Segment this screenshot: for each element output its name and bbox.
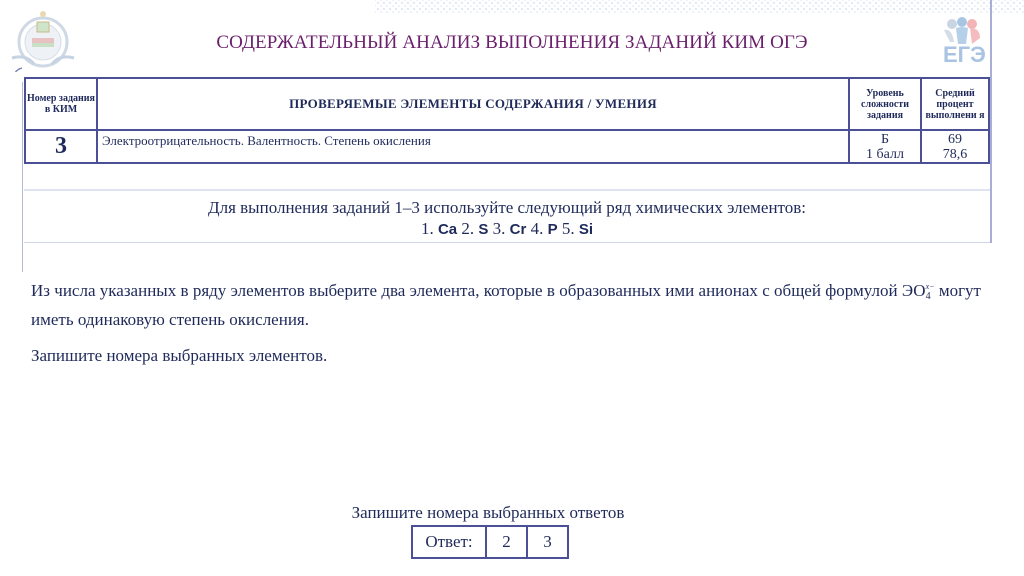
answer-cell[interactable]: 2 bbox=[486, 526, 527, 558]
element-number: 1. bbox=[420, 219, 434, 238]
level-points: 1 балл bbox=[866, 146, 904, 162]
answer-caption: Запишите номера выбранных ответов bbox=[351, 503, 625, 522]
formula-superscript: x− bbox=[925, 282, 935, 291]
intro-text: Для выполнения заданий 1–3 используйте следующий ряд химических элементов: bbox=[208, 198, 806, 217]
answer-table bbox=[411, 525, 569, 559]
question-text bbox=[31, 275, 981, 331]
element-symbol: Cr bbox=[509, 221, 527, 238]
element-number: 3. bbox=[492, 219, 506, 238]
task-topic: Электроотрицательность. Валентность. Степень окисления bbox=[97, 130, 849, 163]
table-header-row bbox=[25, 78, 989, 130]
question-instruction: Запишите номера выбранных элементов. bbox=[31, 346, 328, 365]
ege-logo-text: ЕГЭ bbox=[943, 42, 986, 67]
elements-intro bbox=[24, 191, 990, 243]
element-number: 5. bbox=[561, 219, 575, 238]
percent-value-1: 69 bbox=[948, 131, 962, 147]
spacer-row bbox=[24, 163, 990, 191]
column-header-elements: ПРОВЕРЯЕМЫЕ ЭЛЕМЕНТЫ СОДЕРЖАНИЯ / УМЕНИЯ bbox=[97, 78, 849, 130]
element-symbol: S bbox=[478, 221, 489, 238]
element-symbol: Ca bbox=[437, 221, 458, 238]
table-row bbox=[25, 130, 989, 163]
decorative-pattern bbox=[375, 0, 1024, 13]
difficulty-level bbox=[849, 130, 921, 163]
column-header-number: Номер задания в КИМ bbox=[25, 78, 97, 130]
element-series bbox=[24, 218, 990, 240]
question-part-2: могут иметь одинаковую степень окисления. bbox=[31, 281, 981, 329]
level-letter: Б bbox=[880, 131, 890, 147]
element-symbol: Si bbox=[578, 221, 594, 238]
element-number: 4. bbox=[530, 219, 544, 238]
column-header-level: Уровень сложности задания bbox=[849, 78, 921, 130]
column-header-percent: Средний процент выполнени я bbox=[921, 78, 989, 130]
answer-label: Ответ: bbox=[412, 526, 486, 558]
completion-percent bbox=[921, 130, 989, 163]
page-title: СОДЕРЖАТЕЛЬНЫЙ АНАЛИЗ ВЫПОЛНЕНИЯ ЗАДАНИЙ КИМ ОГЭ bbox=[216, 32, 808, 53]
task-info-table bbox=[24, 77, 990, 164]
element-symbol: P bbox=[547, 221, 558, 238]
element-number: 2. bbox=[461, 219, 475, 238]
task-number: 3 bbox=[25, 130, 97, 163]
decorative-line-left bbox=[22, 82, 23, 272]
question-part-1: Из числа указанных в ряду элементов выберите два элемента, которые в образованных ими анионах с общей формулой ЭО bbox=[31, 281, 926, 300]
percent-value-2: 78,6 bbox=[942, 146, 968, 162]
formula-subscript: 4 bbox=[925, 291, 931, 302]
answer-cell[interactable]: 3 bbox=[527, 526, 568, 558]
